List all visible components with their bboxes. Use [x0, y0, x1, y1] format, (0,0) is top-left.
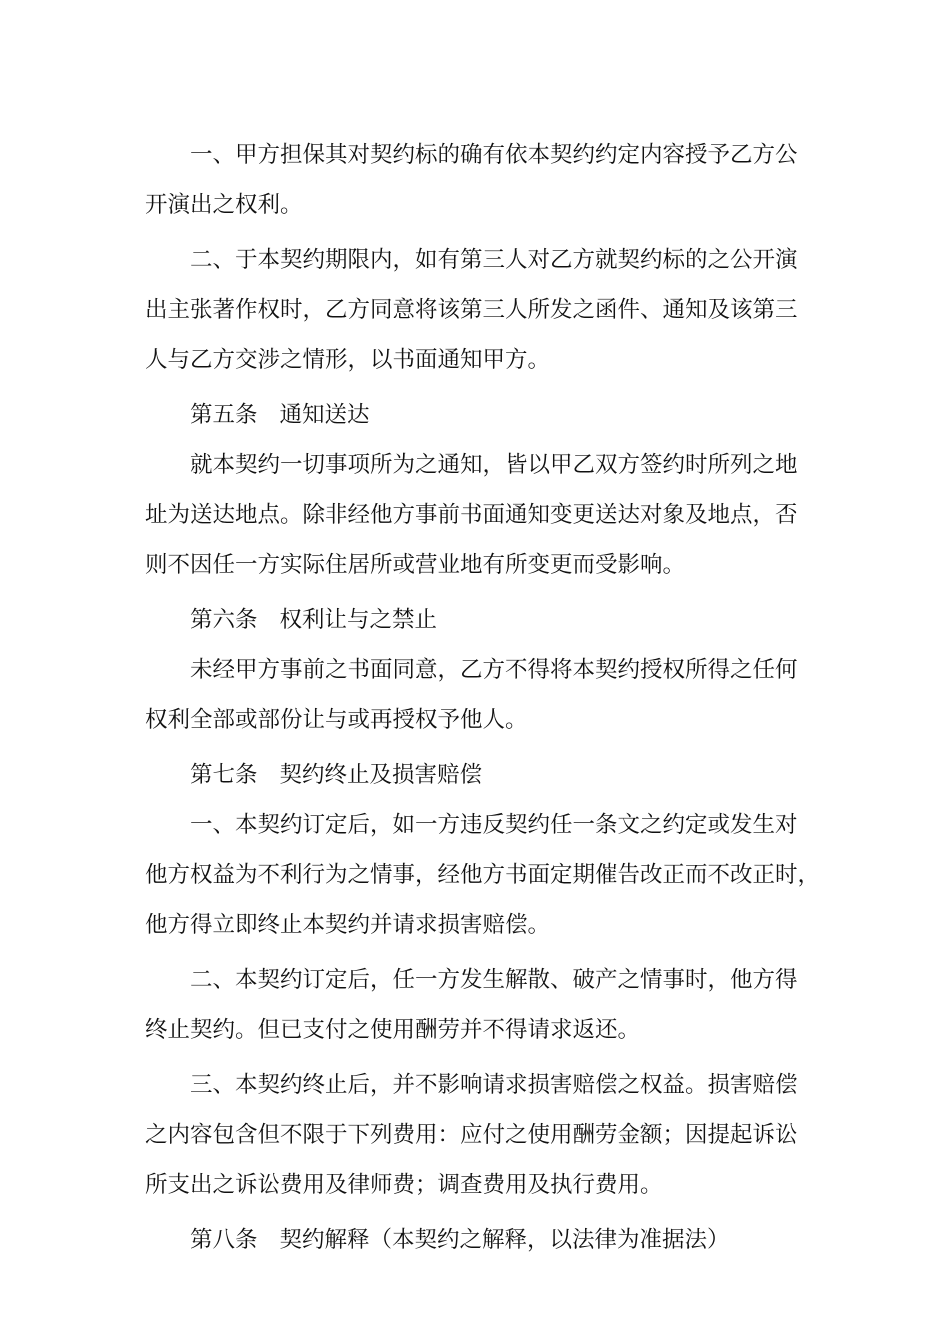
- paragraph: [145, 440, 813, 590]
- paragraph-line: 他方权益为不利行为之情事，经他方书面定期催告改正而不改正时，: [145, 862, 821, 888]
- paragraph: [145, 235, 813, 385]
- paragraph-line: 他方得立即终止本契约并请求损害赔偿。: [145, 912, 551, 938]
- paragraph-line: 二、本契约订定后，任一方发生解散、破产之情事时，他方得: [190, 967, 798, 993]
- article-title: 权利让与之禁止: [279, 607, 438, 633]
- paragraph-line: 二、于本契约期限内，如有第三人对乙方就契约标的之公开演: [190, 247, 798, 273]
- paragraph-line: 人与乙方交涉之情形，以书面通知甲方。: [145, 347, 551, 373]
- article-heading: [145, 1215, 813, 1265]
- article-title: 通知送达: [279, 402, 370, 428]
- article-number: 第八条: [190, 1227, 258, 1253]
- paragraph-line: 则不因任一方实际住居所或营业地有所变更而受影响。: [145, 552, 686, 578]
- document-body: [145, 130, 821, 1265]
- paragraph-line: 未经甲方事前之书面同意，乙方不得将本契约授权所得之任何: [190, 657, 798, 683]
- paragraph-line: 权利全部或部份让与或再授权予他人。: [145, 707, 528, 733]
- paragraph: [145, 955, 813, 1055]
- paragraph-line: 三、本契约终止后，并不影响请求损害赔偿之权益。损害赔偿: [190, 1072, 798, 1098]
- paragraph-line: 就本契约一切事项所为之通知，皆以甲乙双方签约时所列之地: [190, 452, 798, 478]
- paragraph-line: 开演出之权利。: [145, 192, 303, 218]
- paragraph: [145, 130, 813, 230]
- paragraph-line: 出主张著作权时，乙方同意将该第三人所发之函件、通知及该第三: [145, 297, 798, 323]
- article-number: 第七条: [190, 762, 258, 788]
- paragraph-line: 址为送达地点。除非经他方事前书面通知变更送达对象及地点，否: [145, 502, 798, 528]
- paragraph-line: 一、本契约订定后，如一方违反契约任一条文之约定或发生对: [190, 812, 798, 838]
- article-title: 契约解释（本契约之解释，以法律为准据法）: [279, 1227, 730, 1253]
- paragraph-line: 终止契约。但已支付之使用酬劳并不得请求返还。: [145, 1017, 641, 1043]
- paragraph: [145, 1060, 813, 1210]
- article-heading: [145, 390, 813, 440]
- paragraph-line: 所支出之诉讼费用及律师费；调查费用及执行费用。: [145, 1172, 663, 1198]
- paragraph: [145, 645, 813, 745]
- paragraph-line: 一、甲方担保其对契约标的确有依本契约约定内容授予乙方公: [190, 142, 798, 168]
- paragraph: [145, 800, 821, 950]
- article-number: 第五条: [190, 402, 258, 428]
- paragraph-line: 之内容包含但不限于下列费用：应付之使用酬劳金额；因提起诉讼: [145, 1122, 798, 1148]
- article-number: 第六条: [190, 607, 258, 633]
- article-heading: [145, 595, 813, 645]
- article-title: 契约终止及损害赔偿: [279, 762, 483, 788]
- article-heading: [145, 750, 813, 800]
